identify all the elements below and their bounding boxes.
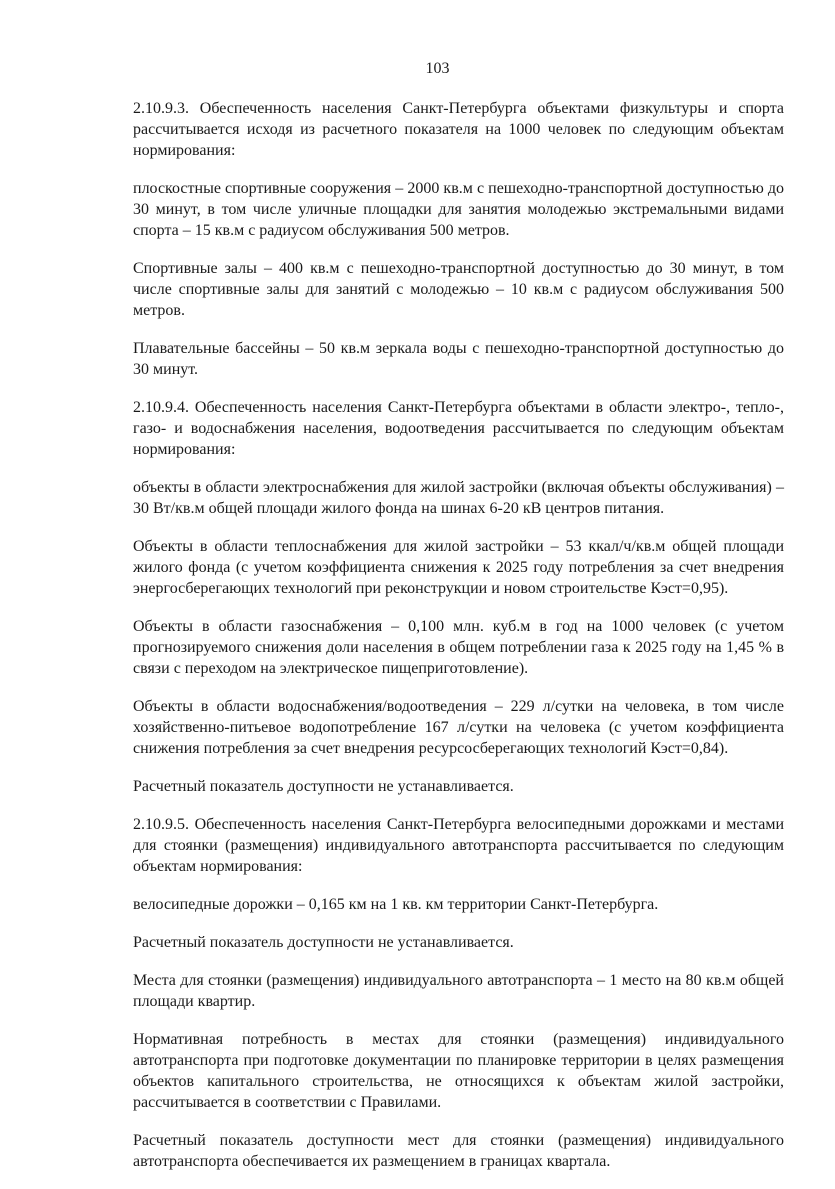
paragraph-sports-halls: Спортивные залы – 400 кв.м с пешеходно-транспортной доступностью до 30 минут, в том числе спортивные залы для занятий с молодежью – 10 кв.м с радиусом обслуживания 500 метров. (133, 260, 784, 319)
paragraph-swimming-pools: Плавательные бассейны – 50 кв.м зеркала воды с пешеходно-транспортной доступностью до 30 минут. (133, 340, 784, 378)
paragraph-accessibility-not-set: Расчетный показатель доступности не устанавливается. (133, 778, 514, 795)
page-number: 103 (425, 60, 450, 77)
section-2-10-9-4-heading: 2.10.9.4. Обеспеченность населения Санкт-Петербурга объектами в области электро-, тепло-, газо- и водоснабжения населения, водоотведения рассчитывается по следующим объектам нормирования: (133, 399, 784, 458)
paragraph-flat-sports-facilities: плоскостные спортивные сооружения – 2000 кв.м с пешеходно-транспортной доступностью до 30 минут, в том числе уличные площадки для занятия молодежью экстремальными видами спорта – 15 кв.м с радиусом обслуживания 500 метров. (133, 180, 784, 239)
paragraph-water-supply: Объекты в области водоснабжения/водоотведения – 229 л/сутки на человека, в том числе хозяйственно-питьевое водопотребление 167 л/сутки на человека (с учетом коэффициента снижения потребления за счет внедрения ресурсосберегающих технологий Кэст=0,84). (133, 698, 784, 757)
paragraph-parking-spaces: Места для стоянки (размещения) индивидуального автотранспорта – 1 место на 80 кв.м общей площади квартир. (133, 972, 784, 1010)
paragraph-bicycle-paths: велосипедные дорожки – 0,165 км на 1 кв. км территории Санкт-Петербурга. (133, 896, 659, 913)
paragraph-electricity: объекты в области электроснабжения для жилой застройки (включая объекты обслуживания) – 30 Вт/кв.м общей площади жилого фонда на шинах 6-20 кВ центров питания. (133, 479, 784, 517)
section-2-10-9-3-heading: 2.10.9.3. Обеспеченность населения Санкт-Петербурга объектами физкультуры и спорта рассчитывается исходя из расчетного показателя на 1000 человек по следующим объектам нормирования: (133, 100, 784, 159)
paragraph-parking-normative-need: Нормативная потребность в местах для стоянки (размещения) индивидуального автотранспорта при подготовке документации по планировке территории в целях размещения объектов капитального строительства, не относящихся к объектам жилой застройки, рассчитывается в соответствии с Правилами. (133, 1031, 784, 1111)
paragraph-parking-accessibility: Расчетный показатель доступности мест для стоянки (размещения) индивидуального автотранспорта обеспечивается их размещением в границах квартала. (133, 1132, 784, 1170)
paragraph-heat-supply: Объекты в области теплоснабжения для жилой застройки – 53 ккал/ч/кв.м общей площади жилого фонда (с учетом коэффициента снижения к 2025 году потребления за счет внедрения энергосберегающих технологий при реконструкции и новом строительстве Кэст=0,95). (133, 538, 784, 597)
document-body (133, 98, 784, 1189)
section-2-10-9-5-heading: 2.10.9.5. Обеспеченность населения Санкт-Петербурга велосипедными дорожками и местами для стоянки (размещения) индивидуального автотранспорта рассчитывается по следующим объектам нормирования: (133, 816, 784, 875)
paragraph-gas-supply: Объекты в области газоснабжения – 0,100 млн. куб.м в год на 1000 человек (с учетом прогнозируемого снижения доли населения в общем потреблении газа к 2025 году на 1,45 % в связи с переходом на электрическое пищеприготовление). (133, 618, 784, 677)
paragraph-accessibility-not-set-2: Расчетный показатель доступности не устанавливается. (133, 934, 514, 951)
